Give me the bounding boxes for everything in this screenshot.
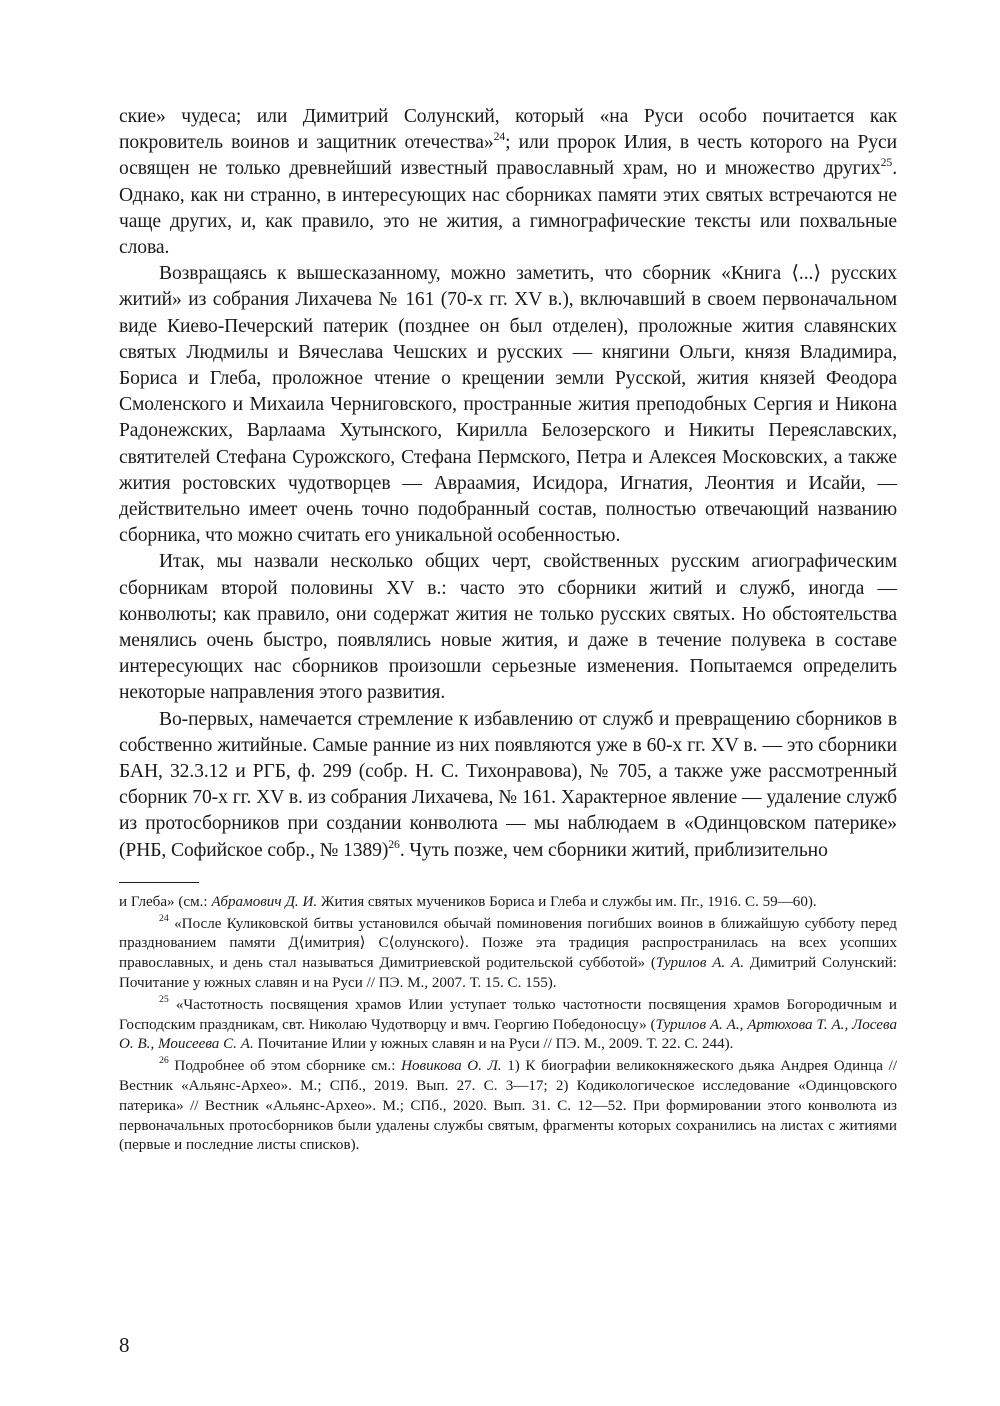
footnote-mark: 26 — [159, 1055, 169, 1067]
footnote-25 — [119, 996, 897, 1055]
body-text — [119, 104, 897, 864]
text-run: «Частотность посвящения храмов Илии уступает только частотности посвящения храмов Богородичным и Господским праздникам, свт. Николаю Чудотворцу и вмч. Георгию Победоносцу» ( — [119, 996, 897, 1033]
page-number: 8 — [119, 1333, 130, 1357]
page — [119, 104, 897, 1156]
text-run: Жития святых мучеников Бориса и Глеба и службы им. Пг., 1916. С. 59—60). — [317, 893, 817, 910]
text-run: ; или пророк Илия, в честь которого на Руси освящен не только древнейший известный православный храм, но и множество других — [119, 132, 898, 180]
text-run: и Глеба» (см.: — [119, 893, 212, 910]
paragraph-likhachev-collection: Возвращаясь к вышесказанному, можно заметить, что сборник «Книга ⟨...⟩ русских житий» из собрания Лихачева № 161 (70-х гг. XV в.), включавший в своем первоначальном виде Киево-Печерский патерик (позднее он был отделен), проложные жития славянских святых Людмилы и Вячеслава Чешских и русских — княгини Ольги, князя Владимира, Бориса и Глеба, проложное чтение о крещении земли Русской, жития князей Феодора Смоленского и Михаила Черниговского, пространные жития преподобных Сергия и Никона Радонежских, Варлаама Хутынского, Кирилла Белозерского и Никиты Переяславских, святителей Стефана Сурожского, Стефана Пермского, Петра и Алексея Московских, а также жития ростовских чудотворцев — Авраамия, Исидора, Игнатия, Леонтия и Исайи, — действительно имеет очень точно подобранный состав, полностью отвечающий названию сборника, что можно считать его уникальной особенностью. — [119, 263, 897, 547]
text-run: ские» чудеса; или Димитрий Солунский, который «на Руси особо почитается как покровитель воинов и защитник отечества» — [119, 106, 897, 154]
footnote-ref-26: 26 — [388, 837, 400, 851]
footnote-24 — [119, 912, 897, 994]
text-run: Во-первых, намечается стремление к избавлению от служб и превращению сборников в собственно житийные. Самые ранние из них появляются уже в 60-х гг. XV в. — это сборники БАН, 32.3.12 и РГБ, ф. 299 (собр. Н. С. Тихонравова), № 705, а также уже рассмотренный сборник 70-х гг. XV в. из собрания Лихачева, № 161. Характерное явление — удаление служб из протосборников при создании конволюта — мы наблюдаем в «Одинцовском патерике» (РНБ, Софийское собр., № 1389) — [119, 708, 897, 861]
footnotes — [119, 893, 897, 1156]
text-run: Димитрий Солунский: Почитание у южных славян и на Руси // ПЭ. М., 2007. Т. 15. С. 155). — [119, 955, 897, 992]
text-run: Почитание Илии у южных славян и на Руси // ПЭ. М., 2009. Т. 22. С. 244). — [253, 1036, 734, 1053]
text-run: . Однако, как ни странно, в интересующих нас сборниках памяти этих святых встречаются не чаще других, и, как правило, это не жития, а гимнографические тексты или похвальные слова. — [119, 158, 897, 259]
text-run: Подробнее об этом сборнике см.: — [168, 1058, 402, 1075]
footnote-ref-25: 25 — [880, 156, 893, 170]
footnote-mark: 25 — [159, 994, 169, 1006]
text-run: 1) К биографии великокняжеского дьяка Андрея Одинца // Вестник «Альянс-Архео». М.; СПб., 2019. Вып. 27. С. 3—17; 2) Кодикологическое исследование «Одинцовского патерика» // Вестник «Альянс-Архео». М.; СПб., 2020. Вып. 31. С. 12—52. При формировании этого конволюта из первоначальных протосборников были удалены службы святым, фрагменты которых сохранились на листах с житиями (первые и последние листы списков). — [119, 1058, 898, 1154]
paragraph-continuation — [119, 104, 897, 261]
footnote-ref-24: 24 — [493, 129, 506, 143]
footnote-author: Турилов А. А., Артюхова Т. А., Лосева О. В., Моисеева С. А. — [119, 1016, 898, 1053]
footnote-divider — [119, 882, 199, 883]
paragraph-common-features: Итак, мы назвали несколько общих черт, свойственных русским агиографическим сборникам второй половины XV в.: часто это сборники житий и служб, иногда — конволюты; как правило, они содержат жития не только русских святых. Но обстоятельства менялись очень быстро, появлялись новые жития, и даже в течение полувека в составе интересующих нас сборников произошли серьезные изменения. Попытаемся определить некоторые направления этого развития. — [119, 551, 897, 704]
footnote-continuation — [119, 893, 897, 913]
footnote-author: Новикова О. Л. — [401, 1058, 502, 1075]
text-run: «После Куликовской битвы установился обычай поминовения погибших воинов в ближайшую субботу перед празднованием памяти Д⟨имитрия⟩ С⟨олунского⟩. Позже эта традиция распространилась на всех усопших православных, и день стал называться Димитриевской родительской субботой» ( — [119, 915, 897, 972]
footnote-mark: 24 — [159, 912, 169, 924]
footnote-author: Турилов А. А. — [655, 955, 744, 972]
text-run: . Чуть позже, чем сборники житий, приблизительно — [399, 839, 828, 861]
footnote-author: Абрамович Д. И. — [211, 893, 318, 910]
paragraph-firstly — [119, 707, 897, 864]
footnote-26 — [119, 1057, 897, 1156]
